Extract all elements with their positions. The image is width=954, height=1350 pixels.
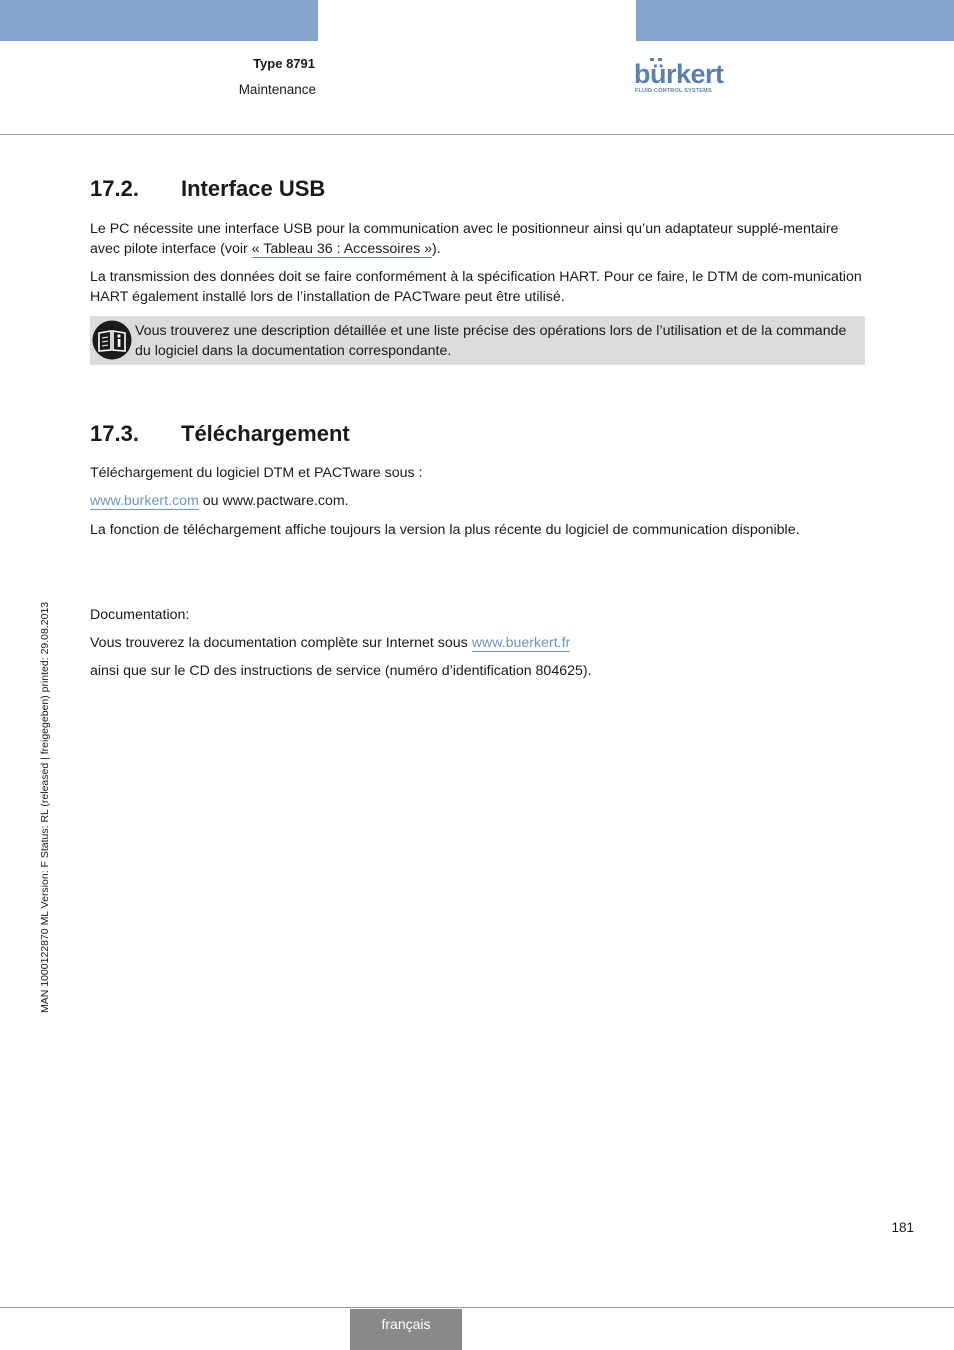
heading-title: Téléchargement (181, 421, 350, 446)
footer-rule (0, 1307, 954, 1308)
manual-info-icon (91, 319, 133, 361)
burkert-logo (634, 58, 734, 98)
link-burkert-com[interactable]: www.burkert.com (90, 493, 199, 509)
heading-number: 17.3. (90, 421, 139, 446)
doc-type: Type 8791 (253, 56, 315, 71)
heading-telechargement (90, 421, 350, 447)
doc-section: Maintenance (238, 82, 316, 97)
heading-title: Interface USB (181, 176, 326, 201)
link-buerkert-fr[interactable]: www.buerkert.fr (471, 635, 571, 651)
paragraph-download-urls: www.burkert.com ou www.pactware.com. (90, 493, 349, 509)
heading-number: 17.2. (90, 176, 139, 201)
header-rule (0, 134, 954, 135)
paragraph-hart-transmission: La transmission des données doit se faire conformément à la spécification HART. Pour ce faire, le DTM de com-munication HART également installé lors de l’installation de PACTware peut être utilisé. (90, 269, 862, 305)
page-number: 181 (891, 1220, 914, 1235)
document-metadata-vertical: MAN 1000122870 ML Version: F Status: RL (released | freigegeben) printed: 29.08.2013 (39, 601, 51, 1013)
paragraph-download-function: La fonction de téléchargement affiche toujours la version la plus récente du logiciel de communication disponible. (90, 522, 800, 538)
paragraph-download-intro: Téléchargement du logiciel DTM et PACTware sous : (90, 465, 423, 481)
logo-tagline: FLUID CONTROL SYSTEMS (635, 88, 712, 94)
paragraph-usb-interface: Le PC nécessite une interface USB pour la communication avec le positionneur ainsi qu’un adaptateur supplé-mentaire avec pilote interface (voir « Tableau 36 : Accessoires »). (90, 221, 839, 257)
paragraph-documentation-internet: Vous trouverez la documentation complète sur Internet sous www.buerkert.fr (90, 635, 571, 651)
header-bar-right (636, 0, 954, 41)
link-tableau-36[interactable]: « Tableau 36 : Accessoires » (251, 240, 433, 257)
info-note-box (90, 316, 865, 365)
paragraph-documentation-cd: ainsi que sur le CD des instructions de service (numéro d’identification 804625). (90, 663, 592, 679)
heading-interface-usb (90, 176, 325, 202)
info-note-text: Vous trouverez une description détaillée et une liste précise des opérations lors de l’utilisation et de la commande du logiciel dans la documentation correspondante. (135, 323, 847, 359)
language-tab: français (350, 1309, 462, 1350)
header-bar-left (0, 0, 318, 41)
logo-word: bürkert (634, 59, 724, 89)
paragraph-documentation-label: Documentation: (90, 607, 190, 623)
